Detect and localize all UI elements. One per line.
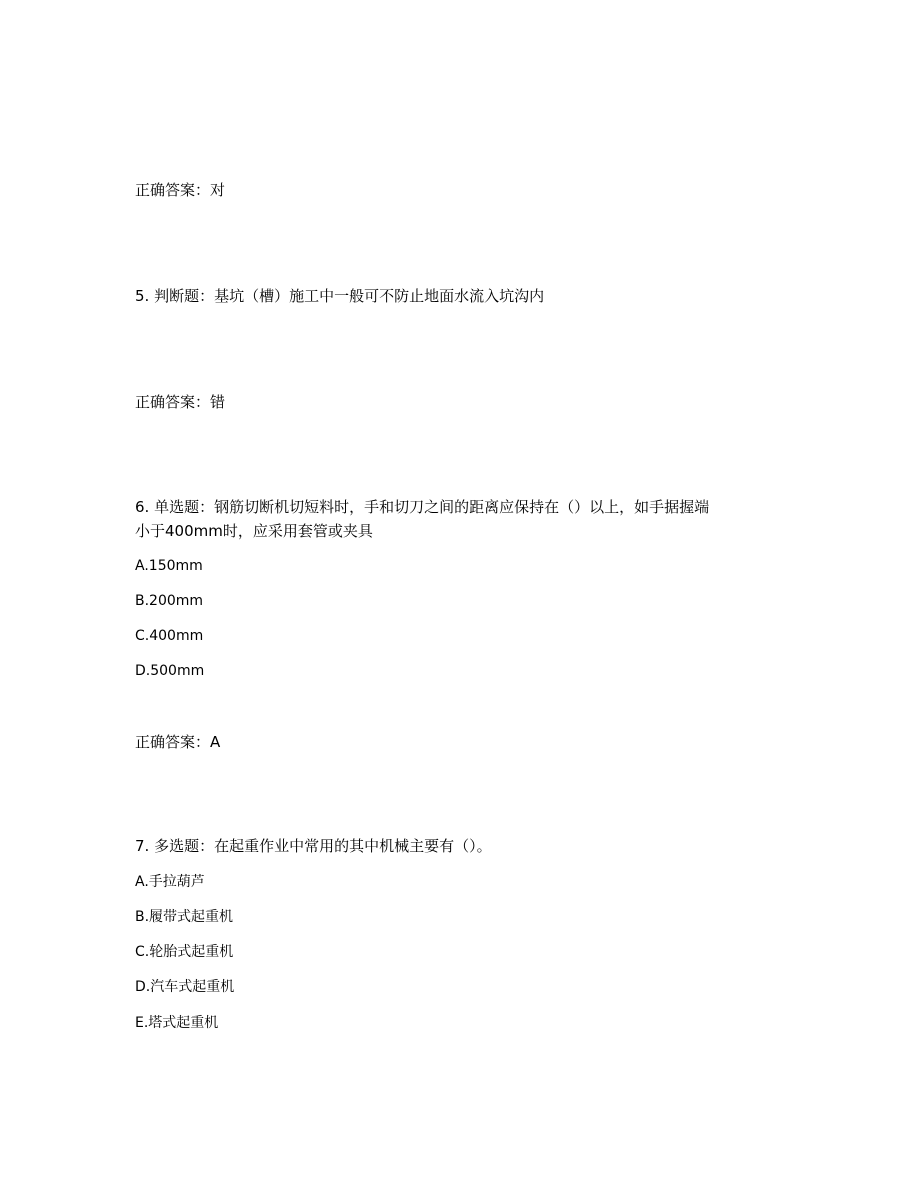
question-6-option-d: D.500mm: [135, 663, 205, 679]
question-6-line-2: 小于400mm时，应采用套管或夹具: [135, 522, 373, 540]
answer-q5: 正确答案：错: [135, 393, 226, 411]
question-7-option-b: B.履带式起重机: [135, 909, 234, 925]
question-7-option-e: E.塔式起重机: [135, 1015, 219, 1031]
question-7-option-a: A.手拉葫芦: [135, 874, 205, 890]
question-7-option-c: C.轮胎式起重机: [135, 944, 234, 960]
question-6-option-b: B.200mm: [135, 593, 204, 609]
question-5-text: 5. 判断题：基坑（槽）施工中一般可不防止地面水流入坑沟内: [135, 287, 545, 305]
question-7-option-d: D.汽车式起重机: [135, 979, 235, 995]
question-7-text: 7. 多选题：在起重作业中常用的其中机械主要有（）。: [135, 837, 492, 855]
question-6-option-c: C.400mm: [135, 628, 204, 644]
answer-q6: 正确答案：A: [135, 733, 221, 751]
question-6-line-1: 6. 单选题：钢筋切断机切短料时，手和切刀之间的距离应保持在（）以上，如手据握端: [135, 498, 710, 516]
question-6-option-a: A.150mm: [135, 558, 203, 574]
answer-q4: 正确答案：对: [135, 181, 226, 199]
